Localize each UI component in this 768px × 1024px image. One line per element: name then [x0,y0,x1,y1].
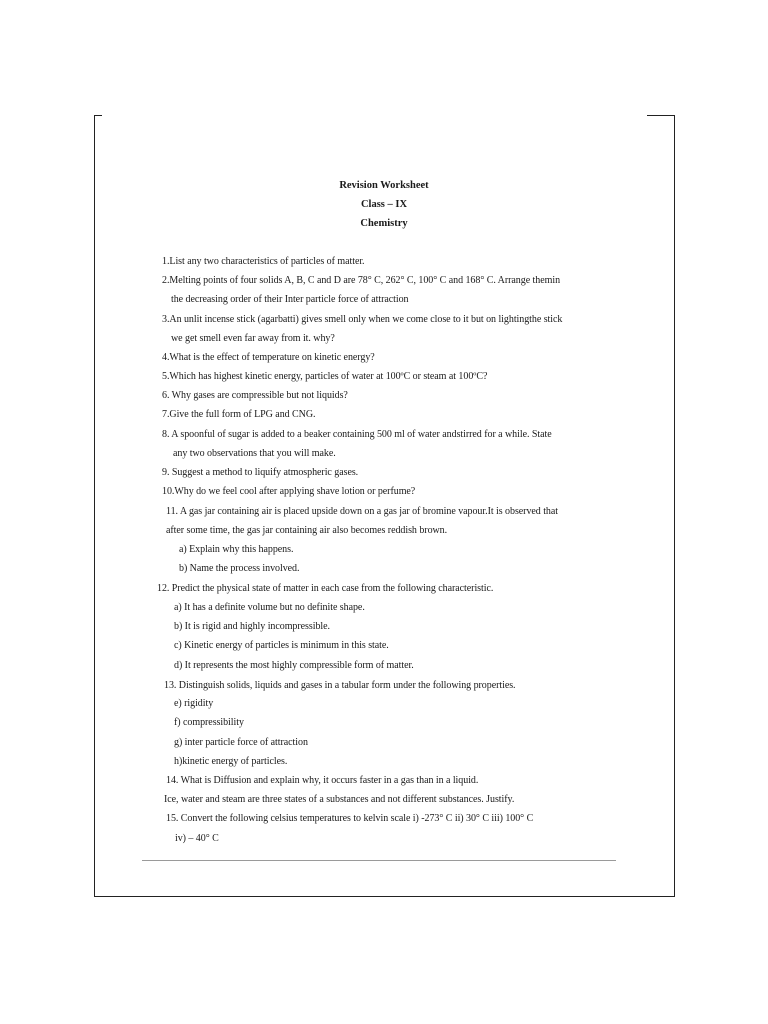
page-frame-left [94,115,95,897]
page-frame-top-left [94,115,102,116]
question-11: 11. A gas jar containing air is placed upside down on a gas jar of bromine vapour.It is observed that [166,506,558,517]
question-9: 9. Suggest a method to liquify atmospheric gases. [162,467,359,478]
question-13-part-e: e) rigidity [174,698,214,709]
question-3: 3.An unlit incense stick (agarbatti) gives smell only when we come close to it but on lightingthe stick [162,314,563,325]
question-13: 13. Distinguish solids, liquids and gases in a tabular form under the following properties. [164,680,516,691]
question-11-continued: after some time, the gas jar containing air also becomes reddish brown. [166,525,448,536]
page-frame-top-right [647,115,675,116]
page-frame-bottom [94,896,675,897]
question-2: 2.Melting points of four solids A, B, C and D are 78° C, 262° C, 100° C and 168° C. Arrange themin [162,275,561,286]
question-14: 14. What is Diffusion and explain why, it occurs faster in a gas than in a liquid. [166,775,479,786]
question-12-part-a: a) It has a definite volume but no definite shape. [174,602,365,613]
question-5: 5.Which has highest kinetic energy, particles of water at 100ºC or steam at 100ºC? [162,371,488,382]
question-12-part-d: d) It represents the most highly compressible form of matter. [174,660,414,671]
question-13-part-h: h)kinetic energy of particles. [174,756,288,767]
page-frame-right [674,115,675,897]
question-10: 10.Why do we feel cool after applying shave lotion or perfume? [162,486,416,497]
question-11-part-b: b) Name the process involved. [179,563,300,574]
worksheet-title: Revision Worksheet [339,180,429,191]
question-13-part-g: g) inter particle force of attraction [174,737,308,748]
class-heading: Class – IX [360,199,408,210]
question-12-part-b: b) It is rigid and highly incompressible. [174,621,330,632]
question-2-continued: the decreasing order of their Inter particle force of attraction [171,294,409,305]
subject-heading: Chemistry [360,218,408,229]
footer-rule [142,860,616,861]
question-11-part-a: a) Explain why this happens. [179,544,294,555]
question-8-continued: any two observations that you will make. [173,448,336,459]
question-12: 12. Predict the physical state of matter in each case from the following characteristic. [157,583,494,594]
question-15: 15. Convert the following celsius temperatures to kelvin scale i) -273° C ii) 30° C iii) 100° C [166,813,534,824]
question-14-justify: Ice, water and steam are three states of a substances and not different substances. Justify. [164,794,515,805]
question-1: 1.List any two characteristics of particles of matter. [162,256,365,267]
question-4: 4.What is the effect of temperature on kinetic energy? [162,352,375,363]
question-13-part-f: f) compressibility [174,717,244,728]
question-6: 6. Why gases are compressible but not liquids? [162,390,348,401]
question-12-part-c: c) Kinetic energy of particles is minimum in this state. [174,640,389,651]
question-3-continued: we get smell even far away from it. why? [171,333,335,344]
question-8: 8. A spoonful of sugar is added to a beaker containing 500 ml of water andstirred for a while. State [162,429,552,440]
question-15-continued: iv) – 40° C [175,833,219,844]
question-7: 7.Give the full form of LPG and CNG. [162,409,316,420]
